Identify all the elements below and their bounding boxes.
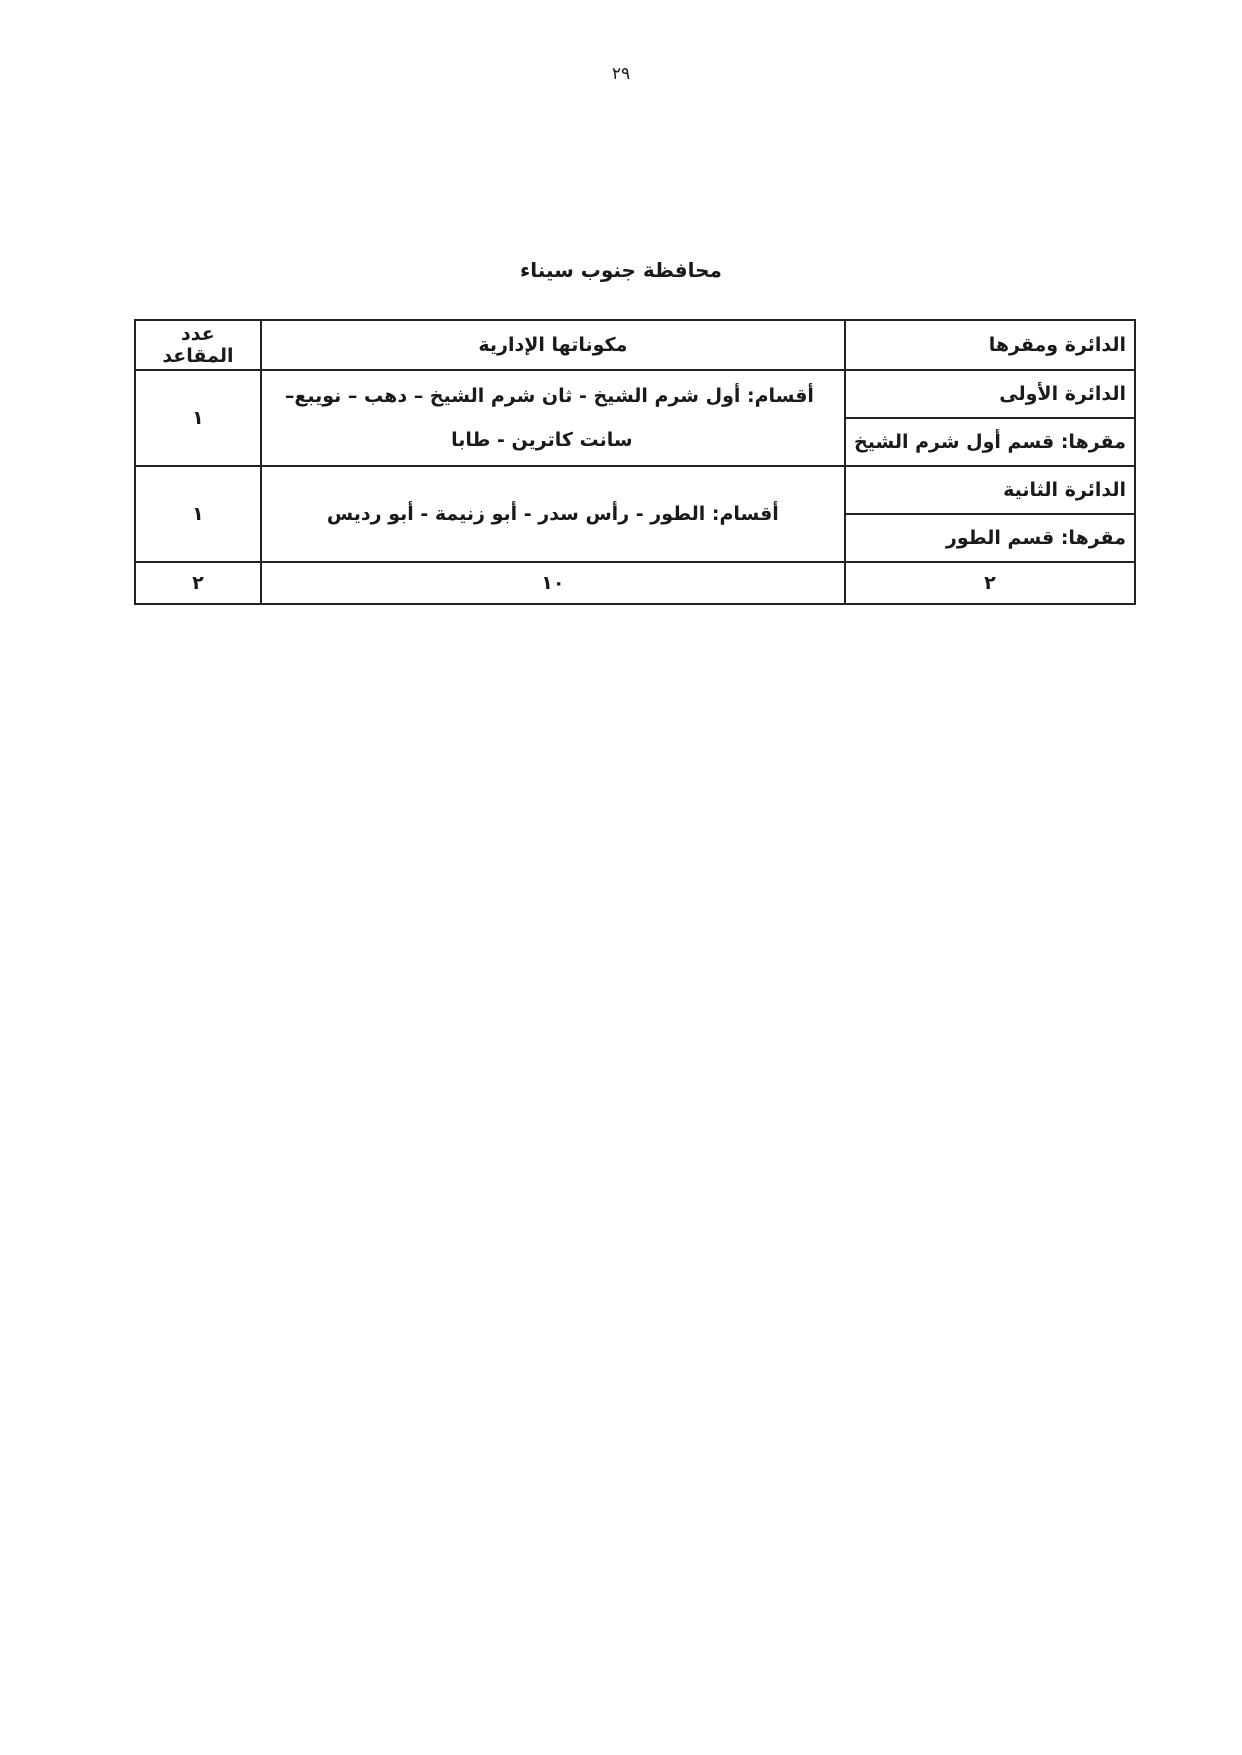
page-title: محافظة جنوب سيناء [520, 258, 722, 282]
districts-table [134, 319, 1136, 605]
table-row [135, 370, 1135, 418]
district-name: الدائرة الثانية [845, 466, 1135, 514]
table-row [135, 466, 1135, 514]
total-seats: ٢ [135, 562, 261, 604]
totals-row [135, 562, 1135, 604]
components-line: أقسام: الطور - رأس سدر - أبو زنيمة - أبو رديس [326, 503, 779, 525]
district-seats: ١ [135, 370, 261, 466]
district-seat: مقرها: قسم أول شرم الشيخ [845, 418, 1135, 466]
components-line: أقسام: أول شرم الشيخ - ثان شرم الشيخ – دهب – نويبع– [284, 385, 814, 407]
header-components: مكوناتها الإدارية [261, 320, 845, 370]
district-components [261, 466, 845, 562]
district-name: الدائرة الأولى [845, 370, 1135, 418]
header-seats: عدد المقاعد [135, 320, 261, 370]
district-seats: ١ [135, 466, 261, 562]
table-header-row [135, 320, 1135, 370]
total-components: ١٠ [261, 562, 845, 604]
page-number: ٢٩ [611, 64, 631, 84]
components-line: سانت كاترين - طابا [451, 429, 633, 451]
district-components [261, 370, 845, 466]
header-district: الدائرة ومقرها [845, 320, 1135, 370]
total-districts: ٢ [845, 562, 1135, 604]
district-seat: مقرها: قسم الطور [845, 514, 1135, 562]
